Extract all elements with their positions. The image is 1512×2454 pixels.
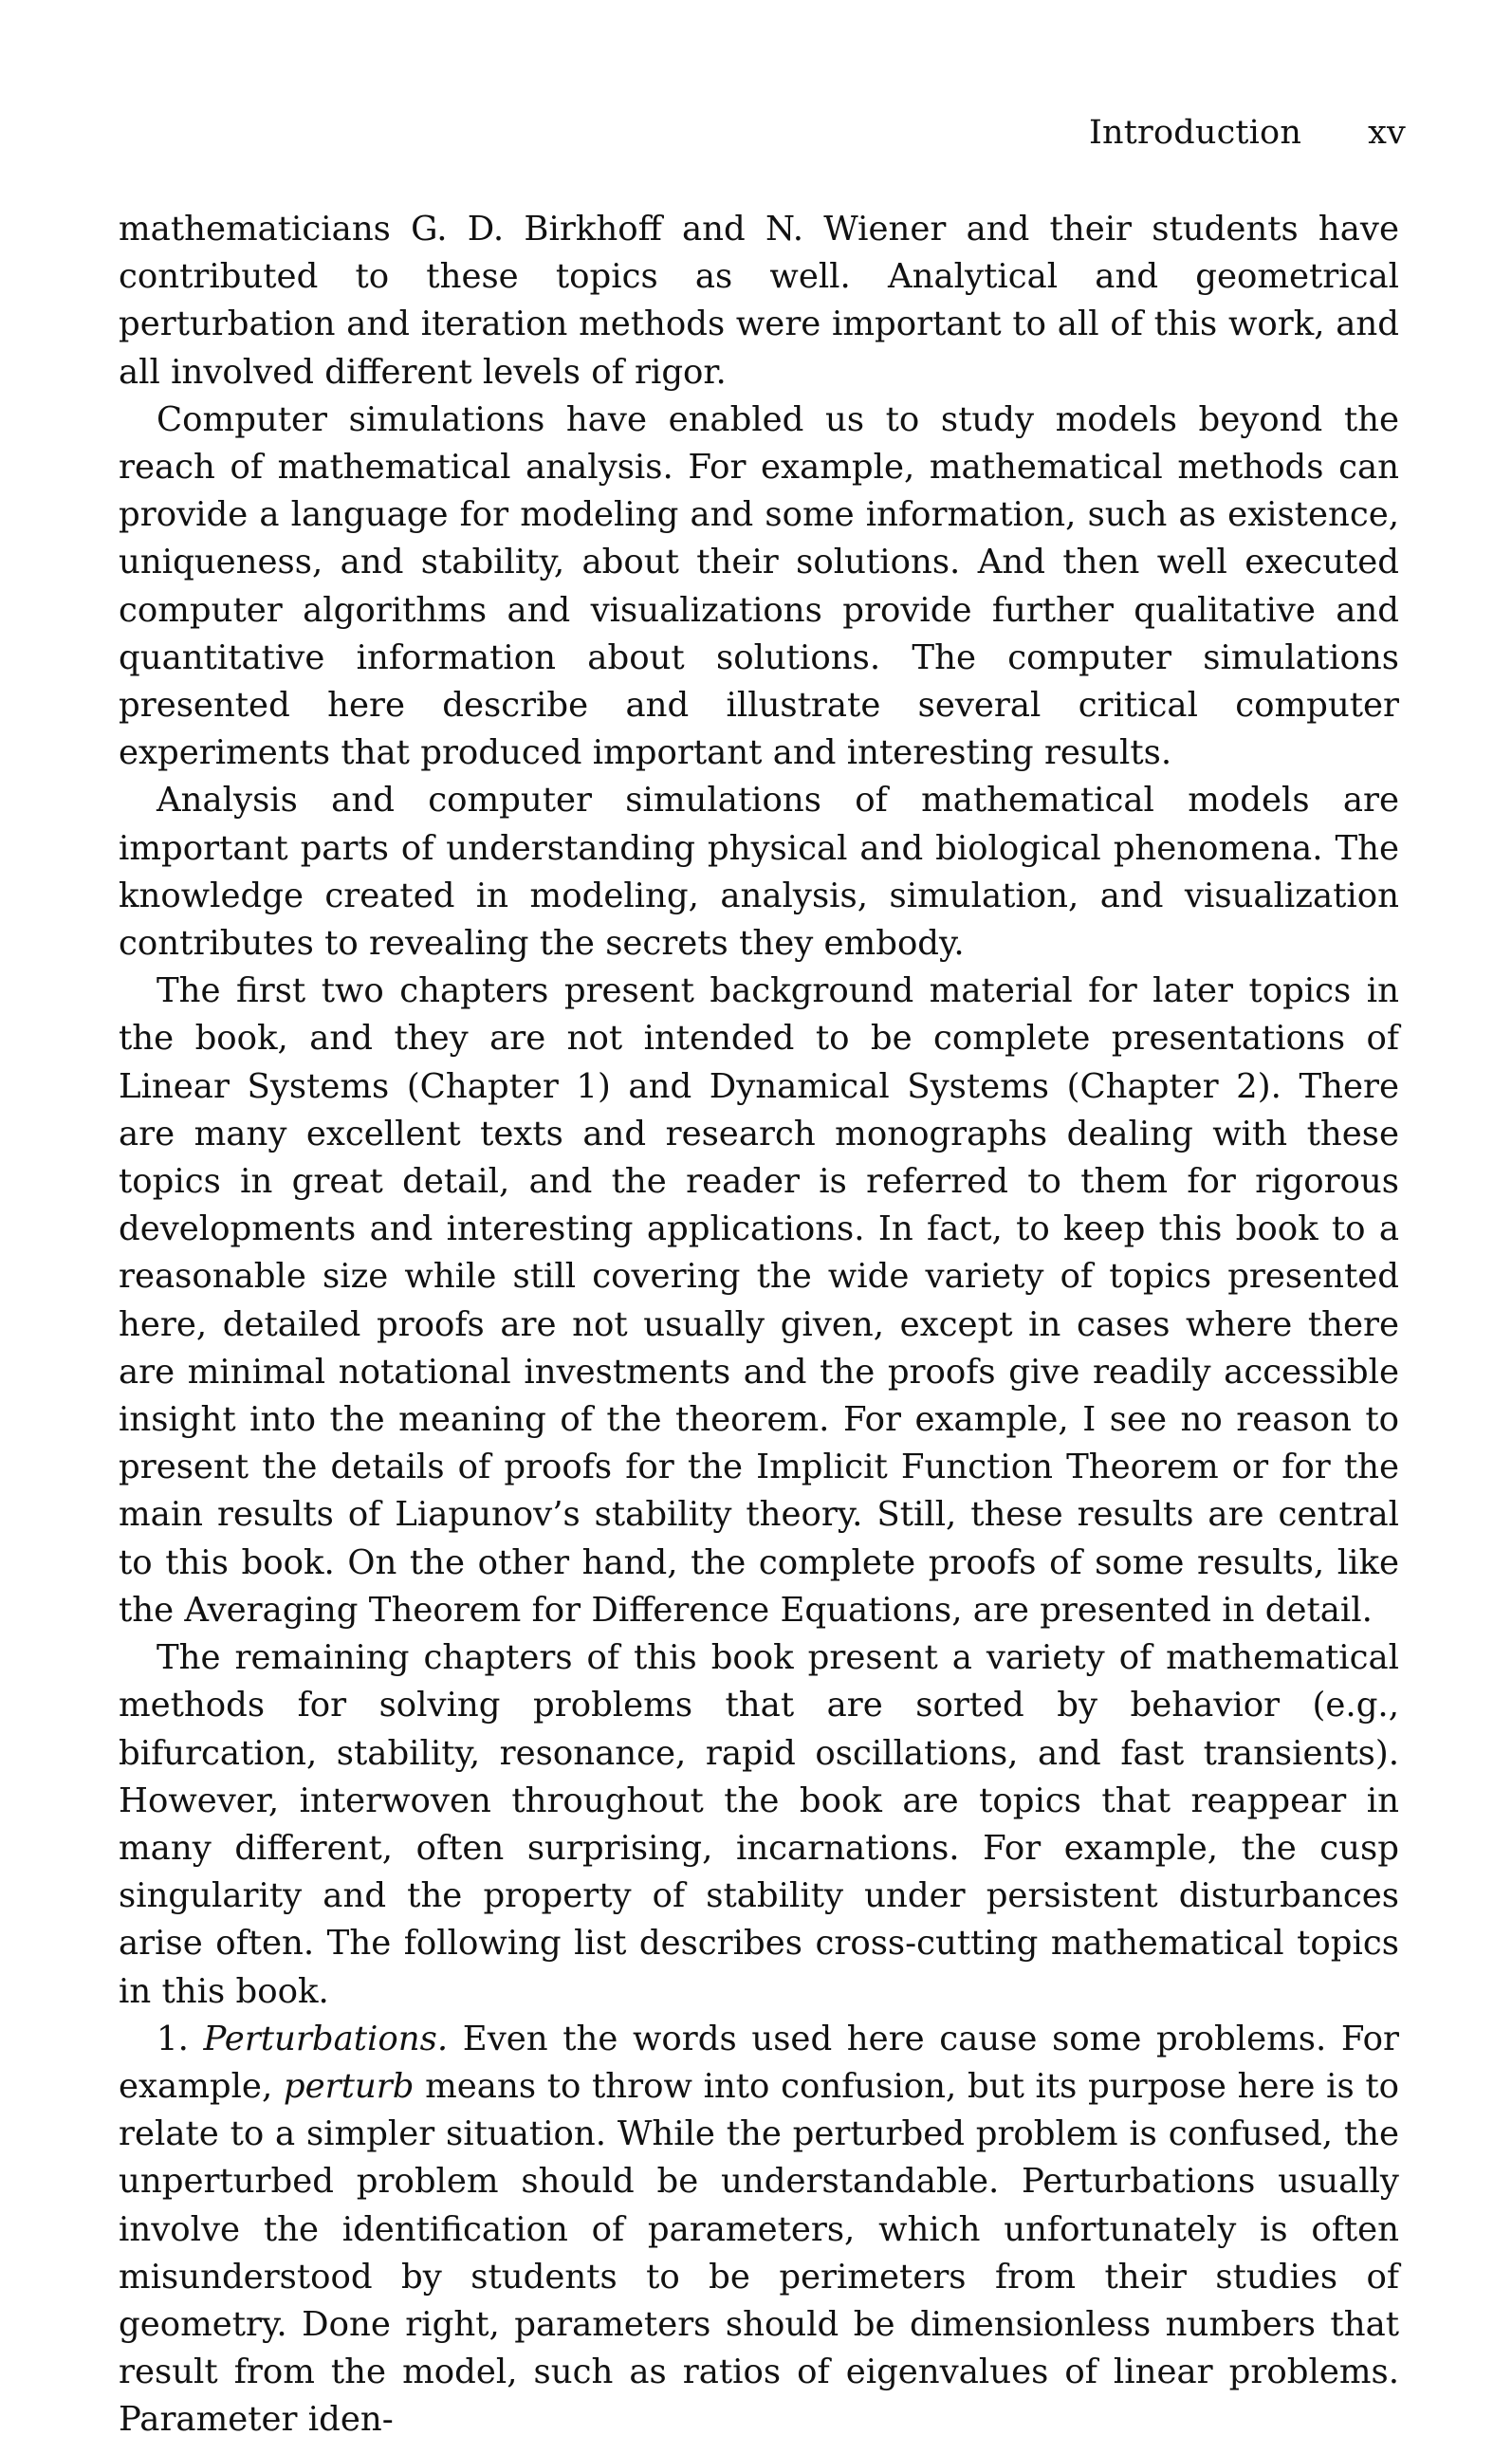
list-item-text-a: Even the words used here cause some problems. For example, [119,2019,1399,2106]
emphasized-word: perturb [283,2066,415,2106]
paragraph-analysis: Analysis and computer simulations of mathematical models are important parts of understanding physical and biological phenomena. The knowledge created in modeling, analysis, simulation, and visualization contributes to revealing the secrets they embody. [119,781,1399,964]
page-number: xv [1368,114,1406,152]
list-item-title: Perturbations. [203,2019,449,2058]
list-item-text-b: means to throw into confusion, but its purpose here is to relate to a simpler situation. While the perturbed problem is confused, the unperturbed problem should be understandable. Perturbations usually involve the identification of parameters, which unfortunately is often misunderstood by students to be perimeters from their studies of geometry. Done right, parameters should be dimensionless numbers that result from the model, such as ratios of eigenvalues of linear problems. Parameter iden- [119,2066,1399,2440]
paragraph-continued: mathematicians G. D. Birkhoff and N. Wiener and their students have contributed to these topics as well. Analytical and geometrical perturbation and iteration methods were important to all of this work, and all involved different levels of rigor. [119,210,1399,392]
running-header [1089,111,1406,155]
paragraph-computer-simulations: Computer simulations have enabled us to study models beyond the reach of mathematical analysis. For example, mathematical methods can provide a language for modeling and some information, such as existence, uniqueness, and stability, about their solutions. And then well executed computer algorithms and visualizations provide further qualitative and quantitative information about solutions. The computer simulations presented here describe and illustrate several critical computer experiments that produced important and interesting results. [119,399,1399,773]
running-header-title: Introduction [1089,114,1302,152]
paragraph-remaining-chapters: The remaining chapters of this book present a variety of mathematical methods for solving problems that are sorted by behavior (e.g., bifurcation, stability, resonance, rapid oscillations, and fast transients). However, interwoven throughout the book are topics that reappear in many different, often surprising, incarnations. For example, the cusp singularity and the property of stability under persistent disturbances arise often. The following list describes cross-cutting mathematical topics in this book. [119,1638,1399,2011]
list-item-number: 1. [157,2019,189,2058]
paragraph-first-two-chapters: The first two chapters present background material for later topics in the book, and they are not intended to be complete presentations of Linear Systems (Chapter 1) and Dynamical Systems (Chapter 2). There are many excellent texts and research monographs dealing with these topics in great detail, and the reader is referred to them for rigorous developments and interesting applications. In fact, to keep this book to a reasonable size while still covering the wide variety of topics presented here, detailed proofs are not usually given, except in cases where there are minimal notational investments and the proofs give readily accessible insight into the meaning of the theorem. For example, I see no reason to present the details of proofs for the Implicit Function Theorem or for the main results of Liapunov’s stability theory. Still, these results are central to this book. On the other hand, the complete proofs of some results, like the Averaging Theorem for Difference Equations, are presented in detail. [119,971,1399,1630]
list-item-perturbations [119,2016,1399,2445]
body-text [119,206,1399,2445]
